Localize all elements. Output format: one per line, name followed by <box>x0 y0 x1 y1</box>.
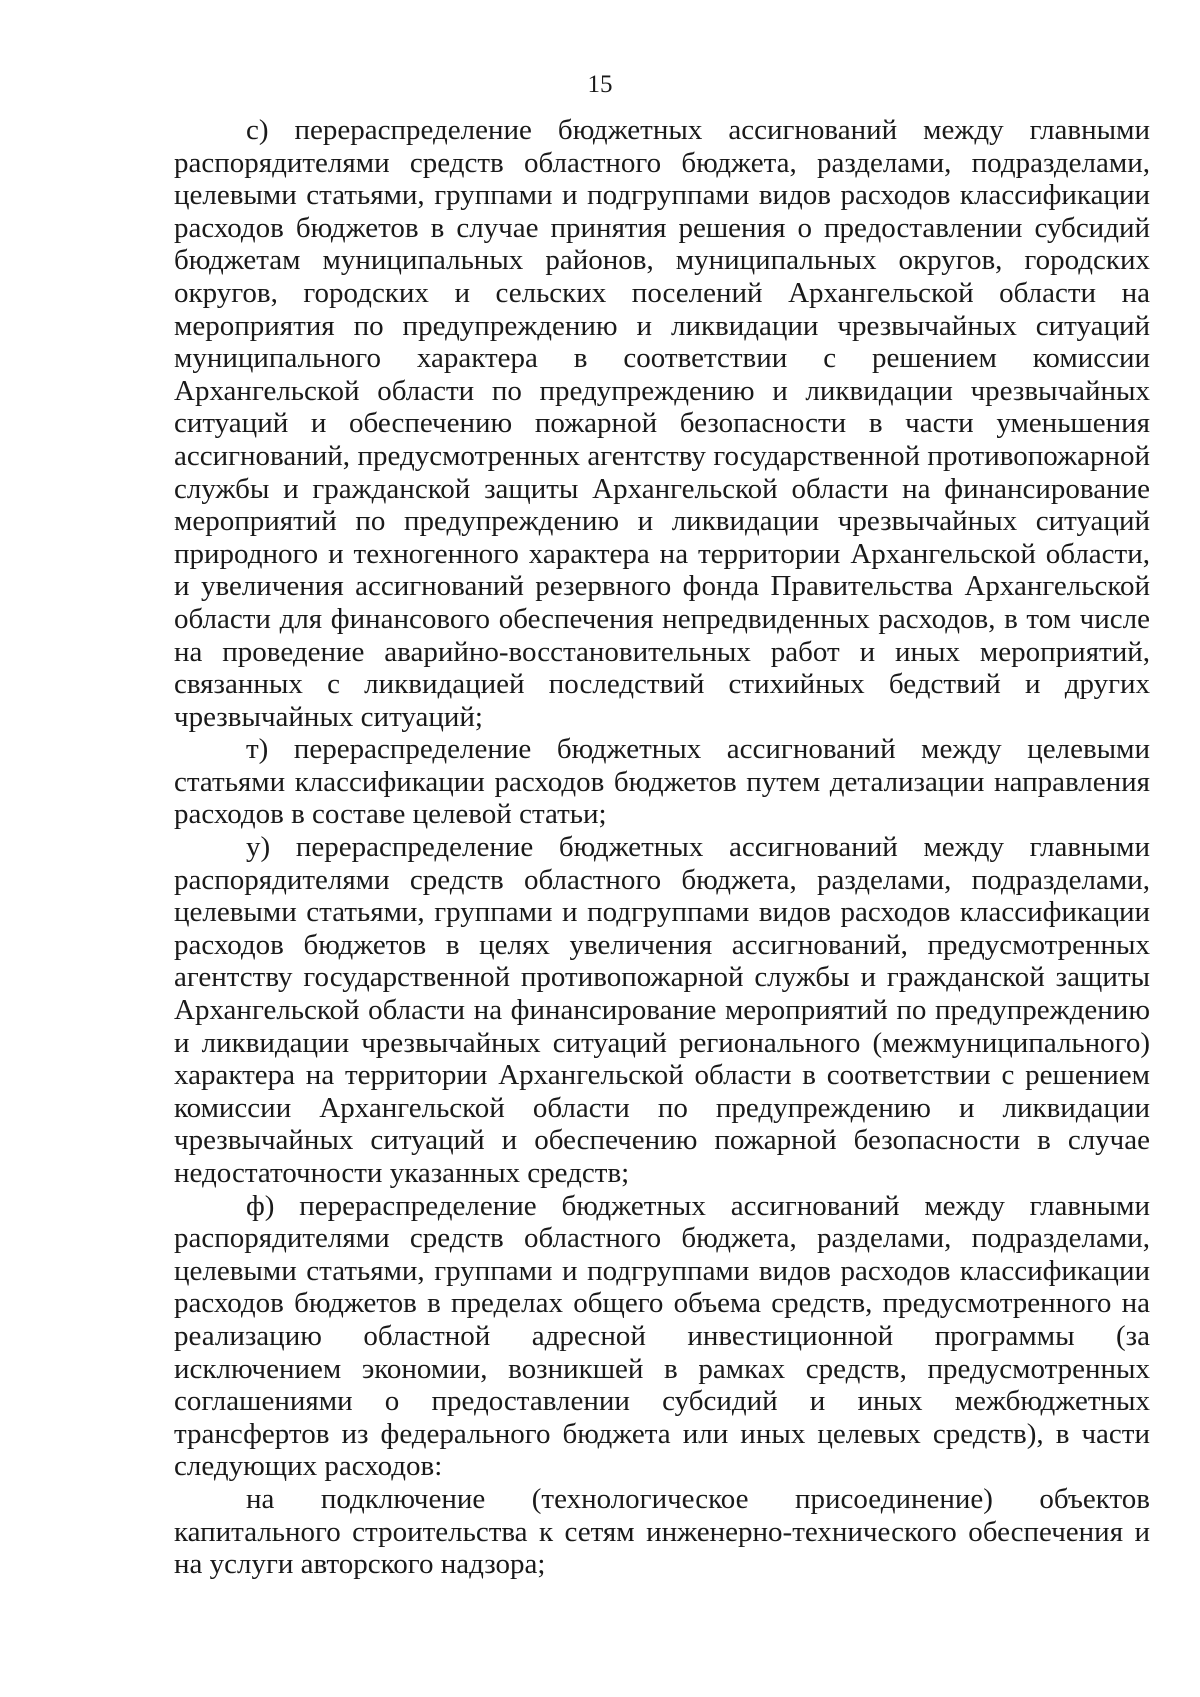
paragraph-s: с) перераспределение бюджетных ассигнований между главными распорядителями средств областного бюджета, разделами, подразделами, целевыми статьями, группами и подгруппами видов расходов классификации расходов бюджетов в случае принятия решения о предоставлении субсидий бюджетам муниципальных районов, муниципальных округов, городских округов, городских и сельских поселений Архангельской области на мероприятия по предупреждению и ликвидации чрезвычайных ситуаций муниципального характера в соответствии с решением комиссии Архангельской области по предупреждению и ликвидации чрезвычайных ситуаций и обеспечению пожарной безопасности в части уменьшения ассигнований, предусмотренных агентству государственной противопожарной службы и гражданской защиты Архангельской области на финансирование мероприятий по предупреждению и ликвидации чрезвычайных ситуаций природного и техногенного характера на территории Архангельской области, и увеличения ассигнований резервного фонда Правительства Архангельской области для финансового обеспечения непредвиденных расходов, в том числе на проведение аварийно-восстановительных работ и иных мероприятий, связанных с ликвидацией последствий стихийных бедствий и других чрезвычайных ситуаций; <box>174 114 1150 733</box>
paragraph-t: т) перераспределение бюджетных ассигнований между целевыми статьями классификации расходов бюджетов путем детализации направления расходов в составе целевой статьи; <box>174 733 1150 831</box>
document-body <box>174 114 1150 1581</box>
paragraph-f: ф) перераспределение бюджетных ассигнований между главными распорядителями средств областного бюджета, разделами, подразделами, целевыми статьями, группами и подгруппами видов расходов классификации расходов бюджетов в пределах общего объема средств, предусмотренного на реализацию областной адресной инвестиционной программы (за исключением экономии, возникшей в рамках средств, предусмотренных соглашениями о предоставлении субсидий и иных межбюджетных трансфертов из федерального бюджета или иных целевых средств), в части следующих расходов: <box>174 1189 1150 1483</box>
paragraph-connection-expenses: на подключение (технологическое присоединение) объектов капитального строительства к сетям инженерно-технического обеспечения и на услуги авторского надзора; <box>174 1482 1150 1581</box>
page-number: 15 <box>587 71 613 98</box>
paragraph-u: у) перераспределение бюджетных ассигнований между главными распорядителями средств областного бюджета, разделами, подразделами, целевыми статьями, группами и подгруппами видов расходов классификации расходов бюджетов в целях увеличения ассигнований, предусмотренных агентству государственной противопожарной службы и гражданской защиты Архангельской области на финансирование мероприятий по предупреждению и ликвидации чрезвычайных ситуаций регионального (межмуниципального) характера на территории Архангельской области в соответствии с решением комиссии Архангельской области по предупреждению и ликвидации чрезвычайных ситуаций и обеспечению пожарной безопасности в случае недостаточности указанных средств; <box>174 831 1150 1189</box>
